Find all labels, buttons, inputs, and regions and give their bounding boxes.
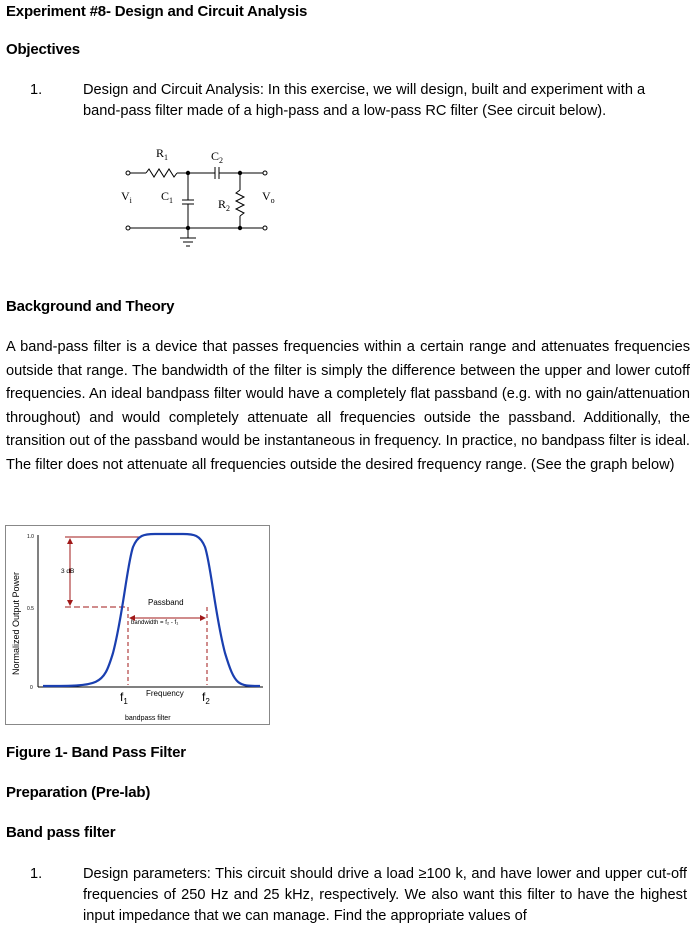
y-tick-bottom: 0	[30, 685, 33, 691]
bandpass-heading: Band pass filter	[6, 824, 116, 841]
y-tick-top: 1.0	[27, 534, 34, 540]
input-terminal-bottom	[126, 226, 130, 230]
db-label: 3 dB	[61, 568, 75, 575]
passband-label: Passband	[148, 598, 184, 607]
input-terminal-top	[126, 171, 130, 175]
output-terminal-bottom	[263, 226, 267, 230]
background-heading: Background and Theory	[6, 298, 175, 315]
c1-label: $C_1$	[161, 189, 174, 205]
f2-label: $f_2$	[202, 690, 210, 706]
list-item-text: Design parameters: This circuit should drive a load ≥100 k, and have lower and upper cut-off frequencies of 250 Hz and 25 kHz, respectively. We also want this filter to have the highest input impedance that we can manage. Find the appropriate values of	[83, 866, 687, 924]
r2-resistor-symbol	[236, 190, 244, 216]
list-item-number: 1.	[30, 866, 43, 882]
x-axis-label: Frequency	[146, 689, 184, 698]
y-tick-mid: 0.5	[27, 606, 34, 612]
graph-caption: bandpass filter	[125, 715, 171, 722]
r1-label: $R_1$	[156, 146, 169, 162]
rc-bandpass-circuit	[110, 142, 285, 257]
bandpass-graph	[5, 525, 270, 725]
r1-resistor-symbol	[146, 169, 177, 177]
page-title: Experiment #8- Design and Circuit Analysis	[6, 3, 308, 20]
preparation-heading: Preparation (Pre-lab)	[6, 784, 151, 801]
bandwidth-label: bandwidth = f₂ - f₁	[131, 620, 179, 626]
bandpass-curve	[43, 534, 260, 686]
figure-caption: Figure 1- Band Pass Filter	[6, 744, 186, 761]
objectives-heading: Objectives	[6, 41, 80, 58]
list-item-text: Design and Circuit Analysis: In this exercise, we will design, built and experiment with a band-pass filter made of a high-pass and a low-pass RC filter (See circuit below).	[83, 82, 646, 119]
f1-label: $f_1$	[120, 690, 128, 706]
r2-label: $R_2$	[218, 197, 231, 213]
vo-label: $V_o$	[262, 189, 275, 205]
c2-label: $C_2$	[211, 149, 224, 165]
output-terminal-top	[263, 171, 267, 175]
list-item-number: 1.	[30, 82, 43, 98]
y-axis-label: Normalized Output Power	[11, 571, 21, 675]
background-paragraph: A band-pass filter is a device that passes frequencies within a certain range and attenuates frequencies outside that range. The bandwidth of the filter is simply the difference between the upper and lower cutoff frequencies. An ideal bandpass filter would have a completely flat passband (e.g. with no gain/attenuation throughout) and would completely attenuate all frequencies outside the passband. Additionally, the transition out of the passband would be instantaneous in frequency. In practice, no bandpass filter is ideal. The filter does not attenuate all frequencies outside the desired frequency range. (See the graph below)	[6, 339, 690, 473]
vi-label: $V_i$	[121, 189, 132, 205]
